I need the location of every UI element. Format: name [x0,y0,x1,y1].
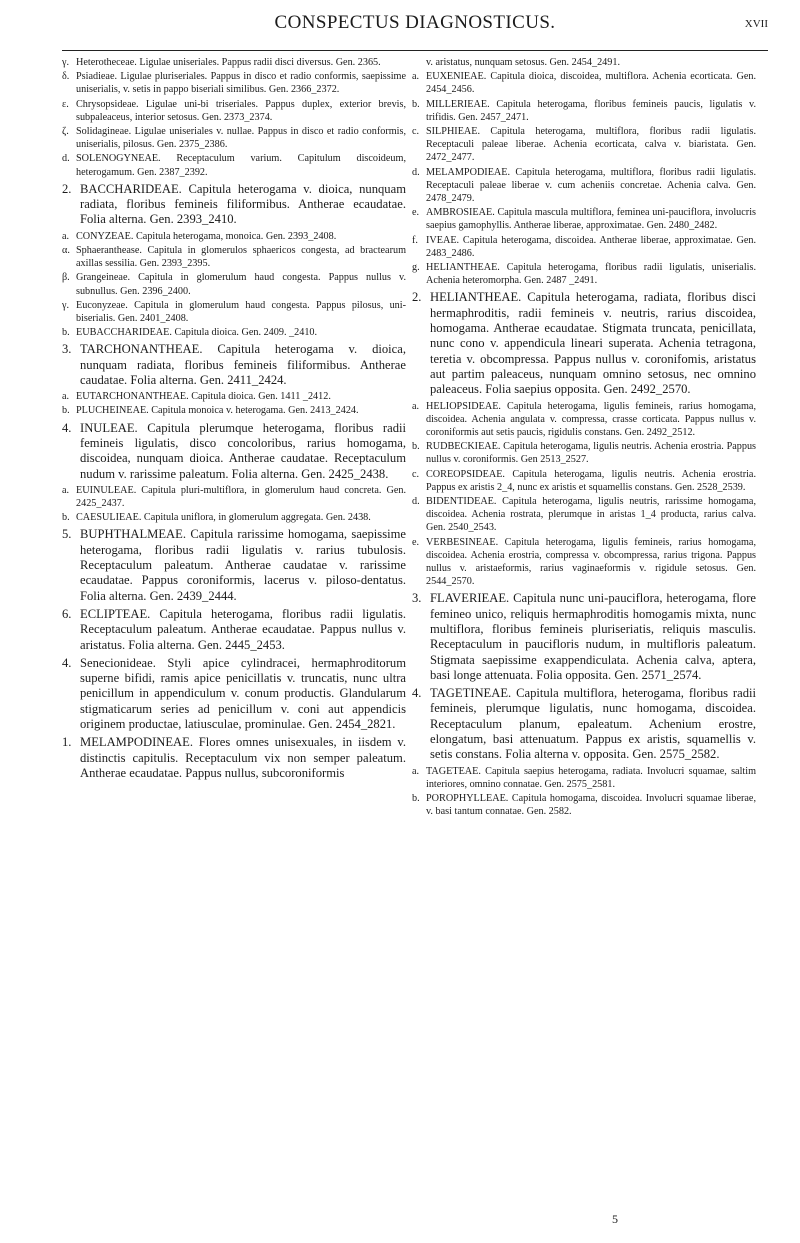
header-rule [62,50,768,51]
entry-text: Grangeineae. Capitula in glomerulum haud congesta. Pappus nullus v. subnullus. Gen. 2396_2400. [76,272,406,297]
entry-marker: α. [62,244,70,256]
subsection-entry [412,261,756,287]
entry-marker: d. [412,495,420,507]
subsection-entry [62,404,406,417]
section-entry [62,182,406,228]
entry-marker: b. [62,512,70,524]
entry-marker: a. [62,230,70,242]
section-entry [62,656,406,732]
subsection-entry [412,166,756,206]
entry-text: EUINULEAE. Capitula pluri-multiflora, in glomerulum haud concreta. Gen. 2425_2437. [76,484,406,510]
entry-text: TARCHONANTHEAE. Capitula heterogama v. dioica, nunquam radiata, floribus femineis filiformibus. Antherae caudatae. Folia alterna. Gen. 2411_2424. [80,342,406,387]
section-entry [412,290,756,397]
entry-marker: 5. [62,527,72,542]
subsection-entry [62,484,406,510]
entry-marker: 2. [412,290,422,305]
entry-marker: b. [412,793,420,805]
entry-text: Solidagineae. Ligulae uniseriales v. nullae. Pappus in disco et radio conformis, uniserialis, pilosus. Gen. 2375_2386. [76,126,406,151]
page-number: XVII [744,18,768,30]
subsection-entry [412,125,756,165]
entry-text: AMBROSIEAE. Capitula mascula multiflora, feminea uni-pauciflora, involucris saepius gamophyllis. Antherae liberae, approximatae. Gen. 2480_2482. [426,207,756,232]
entry-text: TAGETINEAE. Capitula multiflora, heterogama, floribus radii femineis, plerumque ligulatis, nunc homogama, discoidea. Receptaculum planum, epaleatum. Achenium erostre, elongatum, basi attenuatum. Pappus ex aristis, squamellis v. setis constans. Folia alterna v. opposita. Gen. 2575_2582. [430,686,756,762]
entry-text: SOLENOGYNEAE. Receptaculum varium. Capitulum discoideum, heterogamum. Gen. 2387_2392. [76,153,406,178]
entry-marker: c. [412,126,420,138]
entry-marker: 1. [62,735,72,750]
subsection-entry [412,792,756,818]
entry-text: SILPHIEAE. Capitula heterogama, multiflora, floribus radii ligulatis. Receptaculi paleae liberae. Achenia ecorticata, calva v. biaristata. Gen. 2472_2477. [426,126,756,164]
entry-marker: β. [62,272,70,284]
entry-text: Euconyzeae. Capitula in glomerulum haud congesta. Pappus pilosus, uni-biserialis. Gen. 2401_2408. [76,299,406,324]
entry-text: Heterotheceae. Ligulae uniseriales. Pappus radii disci diversus. Gen. 2365. [76,57,381,68]
subsection-entry [412,400,756,440]
entry-marker: e. [412,536,420,548]
entry-marker: a. [412,400,420,412]
entry-text: EUTARCHONANTHEAE. Capitula dioica. Gen. 1411 _2412. [76,391,331,403]
entry-text: BACCHARIDEAE. Capitula heterogama v. dioica, nunquam radiata, floribus femineis filiformibus. Antherae ecaudatae. Folia alterna. Gen. 2393_2410. [80,181,406,227]
subsection-entry [62,98,406,124]
entry-marker: 4. [62,655,72,670]
entry-marker: e. [412,207,420,219]
entry-text: HELIOPSIDEAE. Capitula heterogama, ligulis femineis, rarius homogama, discoidea. Achenia angulata v. compressa, crasse corticata. Pappus nullus v. coroniformis aut setis paucis, rigidulis constans. Gen. 2492_2512. [426,400,756,438]
section-entry [62,735,406,781]
entry-text: Sphaeranthease. Capitula in glomerulos sphaericos congesta, ad bractearum axillas sessilia. Gen. 2393_2395. [76,244,406,270]
entry-marker: g. [412,262,420,274]
subsection-entry [412,70,756,96]
section-entry [62,607,406,653]
entry-marker: ε. [62,98,69,110]
section-entry [412,591,756,683]
entry-marker: f. [412,234,418,246]
entry-marker: a. [412,71,420,83]
entry-marker: a. [62,484,70,496]
signature-mark: 5 [612,1212,618,1226]
entry-marker: 6. [62,606,72,621]
entry-text: MILLERIEAE. Capitula heterogama, floribus femineis paucis, ligulatis v. trifidis. Gen. 2457_2471. [426,98,756,123]
subsection-entry [62,271,406,297]
subsection-entry [412,765,756,791]
section-entry [62,527,406,603]
entry-marker: δ. [62,71,70,83]
entry-text: PLUCHEINEAE. Capitula monoica v. heterogama. Gen. 2413_2424. [76,405,359,417]
entry-text: BIDENTIDEAE. Capitula heterogama, ligulis neutris, rarissime homogama, discoidea. Achenia rostrata, plerumque in aristas 1_4 producta, rarius calva. Gen. 2540_2543. [426,495,756,534]
entry-text: MELAMPODIEAE. Capitula heterogama, multiflora, floribus radii ligulatis. Receptaculi paleae liberae v. cum acheniis concretae. Achenia calva. Gen. 2478_2479. [426,166,756,205]
entry-marker: γ. [62,57,70,68]
subsection-entry [62,70,406,96]
entry-marker: ζ. [62,126,69,138]
entry-marker: b. [62,405,70,417]
entry-marker: d. [412,166,420,178]
subsection-entry [62,244,406,270]
entry-text: EUXENIEAE. Capitula dioica, discoidea, multiflora. Achenia ecorticata. Gen. 2454_2456. [426,71,756,96]
subsection-entry [62,299,406,325]
entry-text: POROPHYLLEAE. Capitula homogama, discoidea. Involucri squamae liberae, v. basi tantum connatae. Gen. 2582. [426,793,756,818]
entry-text: IVEAE. Capitula heterogama, discoidea. Antherae liberae, approximatae. Gen. 2483_2486. [426,234,756,259]
subsection-entry [62,390,406,403]
left-column [62,56,406,783]
section-entry [412,686,756,762]
entry-marker: 2. [62,181,72,196]
entry-marker: b. [62,327,70,339]
subsection-entry [412,440,756,466]
entry-text: CAESULIEAE. Capitula uniflora, in glomerulum aggregata. Gen. 2438. [76,512,371,524]
running-header [62,12,768,38]
entry-text: BUPHTHALMEAE. Capitula rarissime homogama, saepissime heterogama, floribus radii ligulatis v. rarius tubulosis. Receptaculum paleatum. Antherae caudatae v. rarissime ecaudatae. Pappus coroniformis, lacerus v. piloso-dentatus. Folia alterna. Gen. 2439_2444. [80,527,406,603]
entry-marker: d. [62,153,70,165]
page-title: CONSPECTUS DIAGNOSTICUS. [274,12,556,33]
entry-text: Chrysopsideae. Ligulae uni-bi triseriales. Pappus duplex, exterior brevis, subpaleaceus, interior setosus. Gen. 2373_2374. [76,98,406,123]
subsection-entry [412,536,756,589]
entry-marker: b. [412,98,420,110]
subsection-entry [62,152,406,178]
entry-marker: 4. [412,686,422,701]
entry-text: EUBACCHARIDEAE. Capitula dioica. Gen. 2409. _2410. [76,327,318,339]
entry-text: TAGETEAE. Capitula saepius heterogama, radiata. Involucri squamae, saltim interiores, omnino connatae. Gen. 2575_2581. [426,765,756,790]
entry-text: RUDBECKIEAE. Capitula heterogama, ligulis neutris. Achenia erostria. Pappus nullus v. coroniformis. Gen 2513_2527. [426,441,756,466]
entry-text: FLAVERIEAE. Capitula nunc uni-pauciflora, heterogama, flore femineo unico, reliquis hermaphroditis homogamis mixta, nunc multiflora, floribus femineis pluriseriatis, reliquis masculis. Receptaculum in paucifloris nudum, in multifloris paleatum. Stigmata saepissime exappendiculata. Achenia calva, aptera, basi longe attenuata. Folia opposita. Gen. 2571_2574. [430,591,756,682]
entry-text: Senecionideae. Styli apice cylindracei, hermaphroditorum superne bifidi, ramis apice penicillatis v. truncatis, nunc ultra penicillum in appendiculum v. conum productis. Glandularum stigmaticarum series ad penicillum v. coni aut appendicis originem productae, latiusculae, prominulae. Gen. 2454_2821. [80,655,406,731]
entry-marker: b. [412,441,420,453]
entry-text: v. aristatus, nunquam setosus. Gen. 2454_2491. [426,57,621,68]
entry-text: CONYZEAE. Capitula heterogama, monoica. Gen. 2393_2408. [76,230,337,242]
entry-marker: 4. [62,420,72,435]
section-entry [62,342,406,388]
subsection-entry [412,468,756,494]
section-entry [62,421,406,482]
subsection-entry [412,234,756,260]
subsection-entry [62,230,406,243]
entry-text: HELIANTHEAE. Capitula heterogama, radiata, floribus disci hermaphroditis, radii femineis v. neutris, rarius discoidea, homogama. Antherae ecaudatae. Stigmata truncata, penicillata, nunc cono v. appendicula lineari superata. Achenia tetragona, teretia v. obcompressa. Pappus nullus v. coronifomis, aristatus aut partim paleaceus, nunquam omnino setosus, nec omnino paleaceus. Folia saepius opposita. Gen. 2492_2570. [430,290,756,397]
subsection-entry [62,511,406,524]
subsection-entry [62,56,406,69]
entry-text: INULEAE. Capitula plerumque heterogama, floribus radii femineis ligulatis, disco concoloribus, rarius homogama, discoidea, nunquam dioica. Antherae caudatae. Receptaculum nudum v. rarissime paleatum. Folia alterna. Gen. 2425_2438. [80,420,406,481]
entry-text: ECLIPTEAE. Capitula heterogama, floribus radii ligulatis. Receptaculum paleatum. Antherae ecaudatae. Pappus nullus v. aristatus. Folia alterna. Gen. 2445_2453. [80,606,406,652]
subsection-entry [412,206,756,232]
entry-marker: a. [412,765,420,777]
subsection-entry [412,495,756,535]
entry-text: MELAMPODINEAE. Flores omnes unisexuales, in iisdem v. distinctis capitulis. Receptaculum vix non semper paleatum. Antherae ecaudatae. Pappus nullus, subcoroniformis [80,735,406,780]
entry-marker: γ. [62,299,70,311]
entry-text: COREOPSIDEAE. Capitula heterogama, ligulis neutris. Achenia erostria. Pappus ex aristis 2_4, nunc ex aristis et squamellis constans. Gen. 2528_2539. [426,468,756,493]
entry-marker: 3. [62,342,72,357]
subsection-entry [62,125,406,151]
entry-text: VERBESINEAE. Capitula heterogama, ligulis femineis, rarius homogama, discoidea. Achenia erostria, compressa v. obcompressa, rarius trigona. Pappus nullus v. aristaeformis, rarius vaginaeformis v. rigidule setosus. Gen. 2544_2570. [426,536,756,588]
subsection-entry [412,98,756,124]
subsection-entry [62,326,406,339]
entry-text: HELIANTHEAE. Capitula heterogama, floribus radii ligulatis, uniserialis. Achenia heteromorpha. Gen. 2487 _2491. [426,262,756,287]
subsection-entry [412,56,756,69]
entry-marker: a. [62,391,70,403]
right-column [412,56,756,819]
entry-marker: 3. [412,591,422,606]
entry-marker: c. [412,468,420,480]
entry-text: Psiadieae. Ligulae pluriseriales. Pappus in disco et radio conformis, saepissime uniserialis, v. setis in pappo biseriali similibus. Gen. 2366_2372. [76,71,406,96]
